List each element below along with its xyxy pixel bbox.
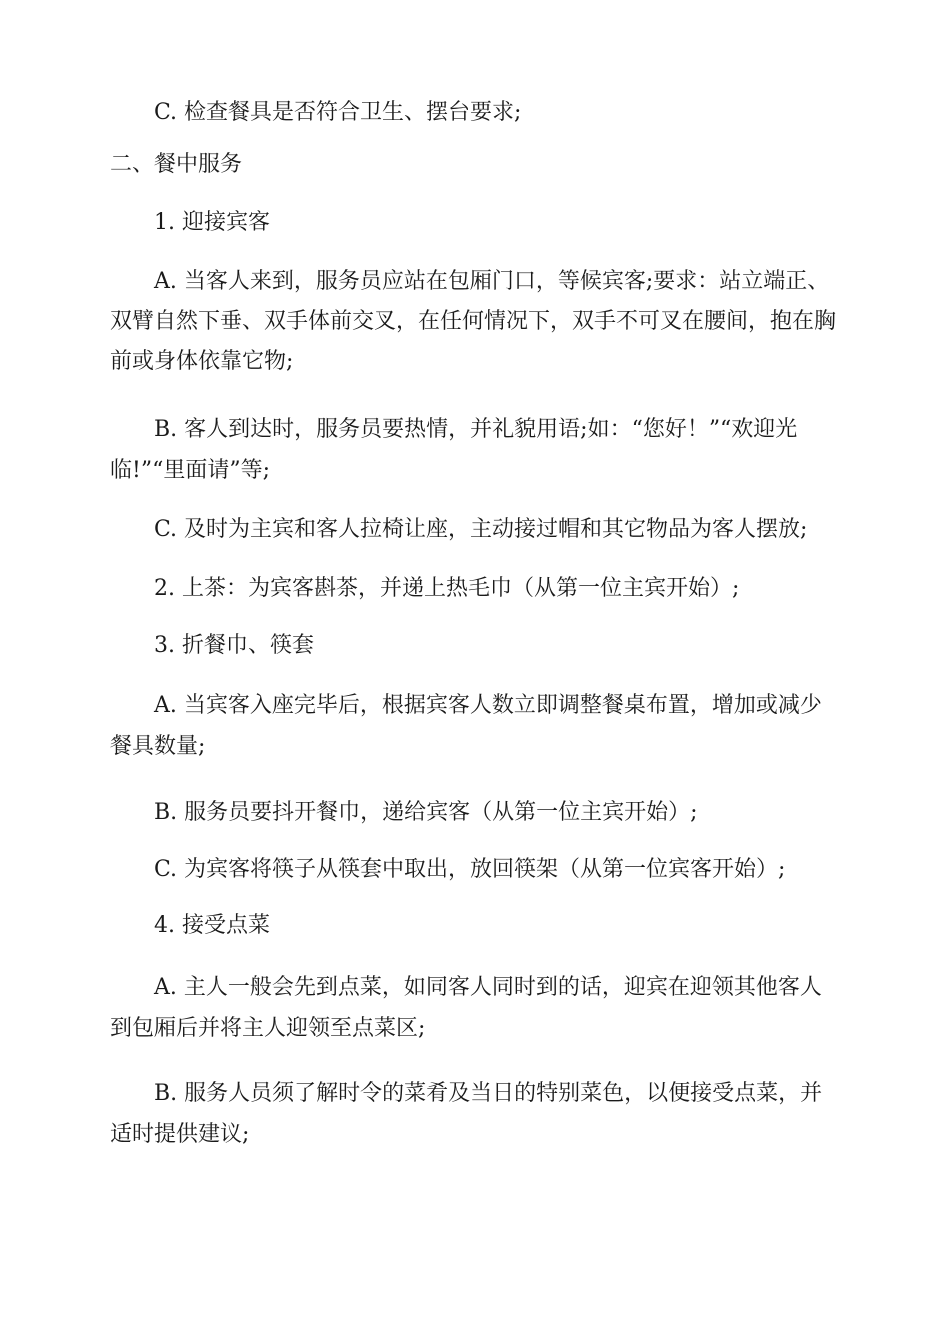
paragraph-check-tableware: C. 检查餐具是否符合卫生、摆台要求; (154, 100, 522, 125)
paragraph-orders-b: B. 服务人员须了解时令的菜肴及当日的特别菜色，以便接受点菜，并适时提供建议; (110, 1081, 823, 1147)
paragraph-napkins-a: A. 当宾客入座完毕后，根据宾客人数立即调整餐桌布置，增加或减少餐具数量; (110, 693, 822, 759)
section-heading-in-meal-service: 二、餐中服务 (110, 152, 243, 177)
subheading-welcome-guests: 1. 迎接宾客 (154, 210, 270, 235)
paragraph-serve-tea: 2. 上茶：为宾客斟茶，并递上热毛巾（从第一位主宾开始）; (154, 576, 740, 601)
paragraph-welcome-a: A. 当客人来到，服务员应站在包厢门口，等候宾客;要求：站立端正、双臂自然下垂、双手体前交叉，在任何情况下，双手不可叉在腰间，抱在胸前或身体依靠它物; (110, 269, 837, 374)
subheading-napkins: 3. 折餐巾、筷套 (154, 633, 314, 658)
paragraph-napkins-b: B. 服务员要抖开餐巾，递给宾客（从第一位主宾开始）; (154, 800, 698, 825)
subheading-take-orders: 4. 接受点菜 (154, 913, 270, 938)
paragraph-napkins-c: C. 为宾客将筷子从筷套中取出，放回筷架（从第一位宾客开始）; (154, 857, 786, 882)
paragraph-orders-a: A. 主人一般会先到点菜，如同客人同时到的话，迎宾在迎领其他客人到包厢后并将主人迎领至点菜区; (110, 975, 822, 1041)
paragraph-welcome-c: C. 及时为主宾和客人拉椅让座，主动接过帽和其它物品为客人摆放; (154, 517, 808, 542)
paragraph-welcome-b: B. 客人到达时，服务员要热情，并礼貌用语;如：“您好！”“欢迎光临!”“里面请”等; (110, 417, 798, 483)
